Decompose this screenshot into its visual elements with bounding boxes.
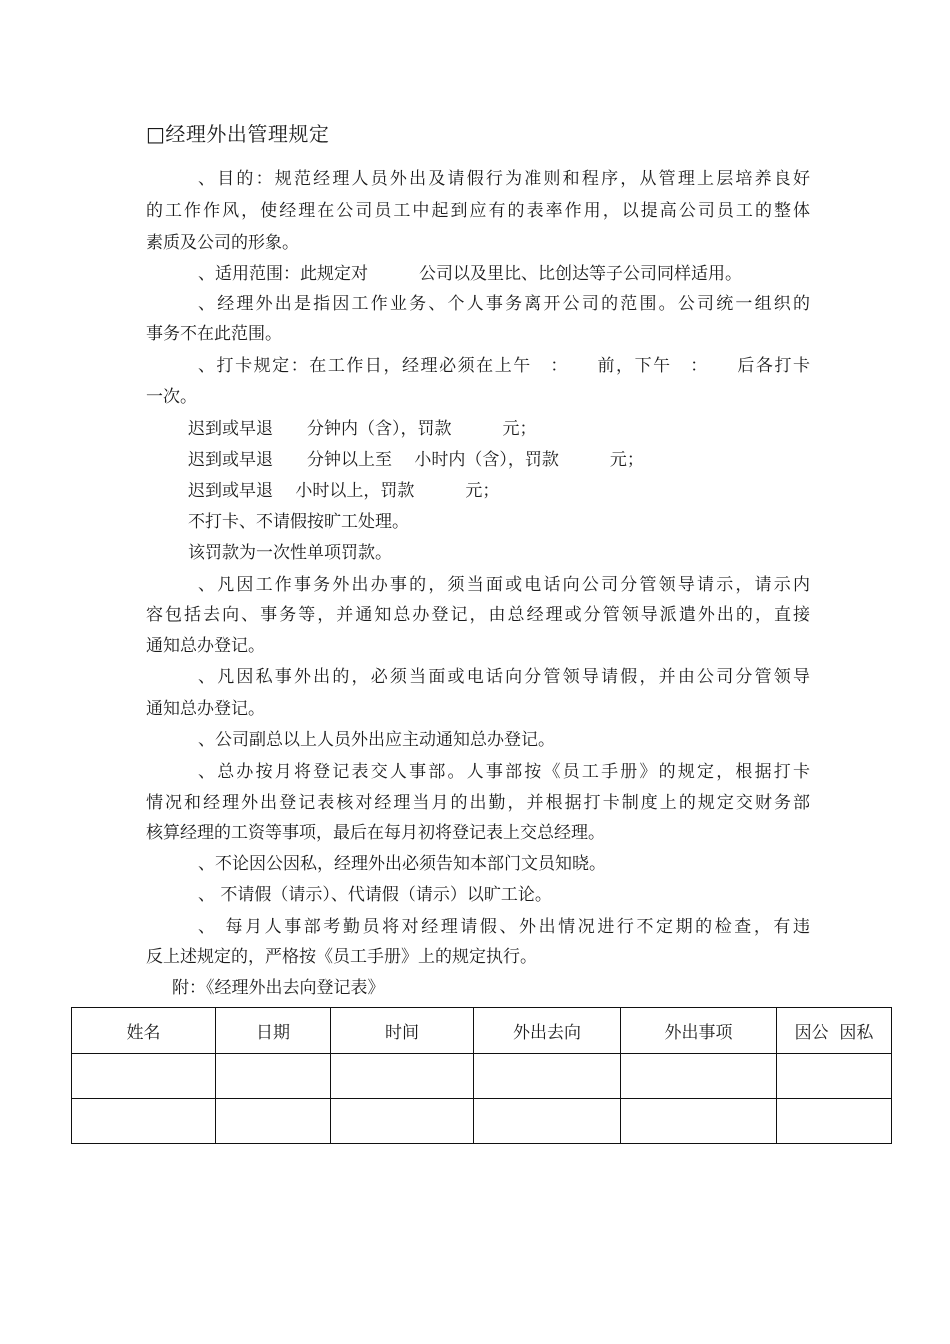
paragraph-line: 通知总办登记。 xyxy=(146,699,265,719)
paragraph-line: 情况和经理外出登记表核对经理当月的出勤，并根据打卡制度上的规定交财务部 xyxy=(146,793,810,813)
table-cell xyxy=(777,1099,892,1144)
penalty-line: 该罚款为一次性单项罚款。 xyxy=(188,543,392,563)
header-name: 姓名 xyxy=(72,1008,216,1054)
table-row xyxy=(72,1054,892,1099)
paragraph-line: 、目的：规范经理人员外出及请假行为准则和程序，从管理上层培养良好 xyxy=(198,169,810,189)
table-cell xyxy=(331,1054,474,1099)
appendix-label: 附：《经理外出去向登记表》 xyxy=(172,978,385,998)
document-title: □经理外出管理规定 xyxy=(146,122,330,146)
table-cell xyxy=(474,1099,621,1144)
table-cell xyxy=(777,1054,892,1099)
paragraph-line: 、适用范围：此规定对 公司以及里比、比创达等子公司同样适用。 xyxy=(198,264,742,284)
paragraph-line: 反上述规定的，严格按《员工手册》上的规定执行。 xyxy=(146,947,537,967)
header-time: 时间 xyxy=(331,1008,474,1054)
paragraph-line: 一次。 xyxy=(146,387,197,407)
paragraph-line: 、不论因公因私，经理外出必须告知本部门文员知晓。 xyxy=(198,854,606,874)
paragraph-line: 、总办按月将登记表交人事部。人事部按《员工手册》的规定，根据打卡 xyxy=(198,762,810,782)
paragraph-line: 、 每月人事部考勤员将对经理请假、外出情况进行不定期的检查，有违 xyxy=(198,917,810,937)
table-cell xyxy=(621,1099,777,1144)
header-matter: 外出事项 xyxy=(621,1008,777,1054)
table-row xyxy=(72,1099,892,1144)
table-header-row xyxy=(72,1008,892,1054)
penalty-line: 迟到或早退 分钟以上至 小时内（含），罚款 元； xyxy=(188,450,644,470)
paragraph-line: 核算经理的工资等事项，最后在每月初将登记表上交总经理。 xyxy=(146,823,605,843)
table-cell xyxy=(331,1099,474,1144)
penalty-line: 不打卡、不请假按旷工处理。 xyxy=(188,512,409,532)
penalty-line: 迟到或早退 分钟内（含），罚款 元； xyxy=(188,419,537,439)
paragraph-line: 、打卡规定：在工作日，经理必须在上午 ： 前，下午 ： 后各打卡 xyxy=(198,356,810,376)
paragraph-line: 、 不请假（请示）、代请假（请示）以旷工论。 xyxy=(198,885,552,905)
table-cell xyxy=(216,1099,331,1144)
paragraph-line: 、凡因工作事务外出办事的，须当面或电话向公司分管领导请示，请示内 xyxy=(198,575,810,595)
table-cell xyxy=(474,1054,621,1099)
table-cell xyxy=(216,1054,331,1099)
paragraph-line: 的工作作风，使经理在公司员工中起到应有的表率作用，以提高公司员工的整体 xyxy=(146,201,810,221)
registration-table xyxy=(71,1007,892,1144)
paragraph-line: 、凡因私事外出的，必须当面或电话向分管领导请假，并由公司分管领导 xyxy=(198,667,810,687)
table-cell xyxy=(72,1099,216,1144)
paragraph-line: 、经理外出是指因工作业务、个人事务离开公司的范围。公司统一组织的 xyxy=(198,294,810,314)
paragraph-line: 素质及公司的形象。 xyxy=(146,233,299,253)
table-cell xyxy=(72,1054,216,1099)
header-destination: 外出去向 xyxy=(474,1008,621,1054)
paragraph-line: 通知总办登记。 xyxy=(146,636,265,656)
paragraph-line: 、公司副总以上人员外出应主动通知总办登记。 xyxy=(198,730,555,750)
paragraph-line: 事务不在此范围。 xyxy=(146,324,282,344)
table-cell xyxy=(621,1054,777,1099)
paragraph-line: 容包括去向、事务等，并通知总办登记，由总经理或分管领导派遣外出的，直接 xyxy=(146,605,810,625)
penalty-line: 迟到或早退 小时以上，罚款 元； xyxy=(188,481,500,501)
header-business-private: 因公 因私 xyxy=(777,1008,892,1054)
header-date: 日期 xyxy=(216,1008,331,1054)
